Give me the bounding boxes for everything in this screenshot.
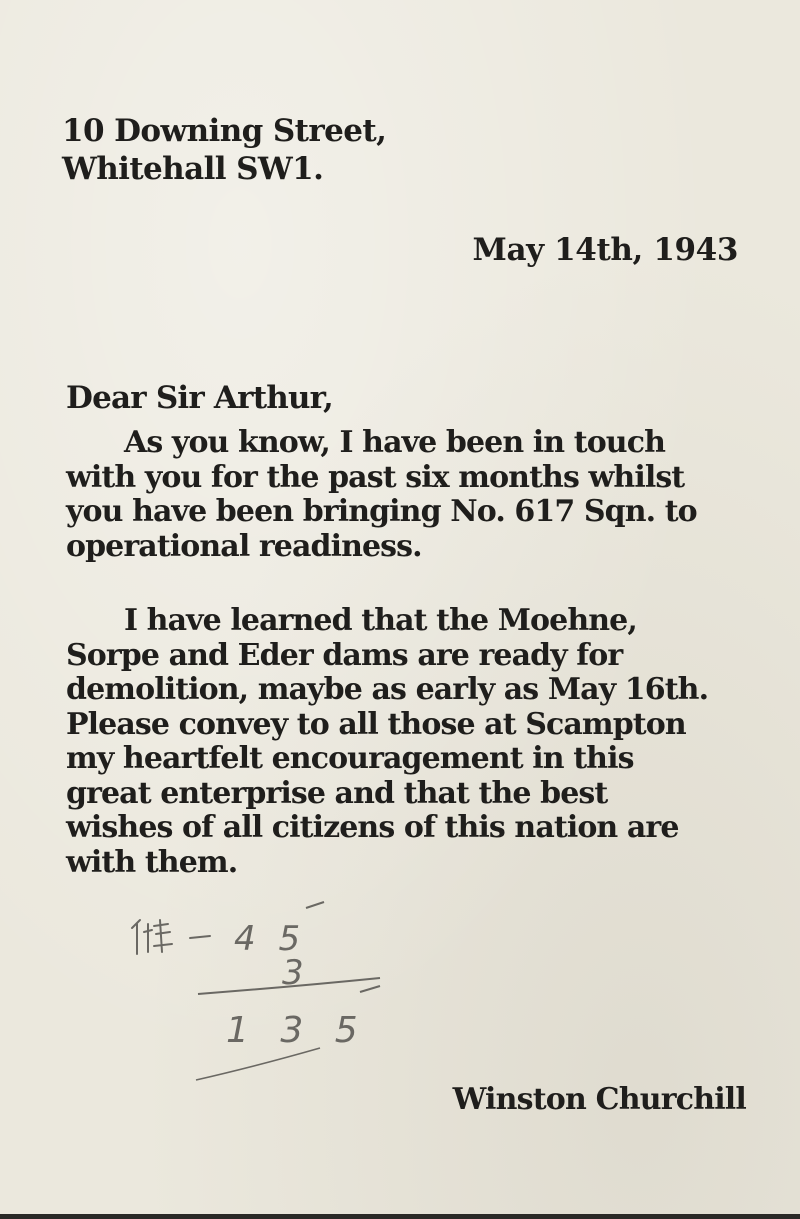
paragraph-1	[66, 426, 766, 564]
address-line-1: 10 Downing Street,	[62, 113, 387, 149]
paragraph-2-line: Please convey to all those at Scampton	[66, 706, 686, 742]
pencil-annotation	[110, 880, 430, 1100]
page-bottom-edge	[0, 1214, 800, 1219]
pencil-line-1: 4 5	[234, 919, 307, 959]
pencil-mark	[306, 902, 324, 908]
pencil-scribble	[132, 920, 210, 954]
letter-date: May 14th, 1943	[472, 232, 738, 268]
pencil-line-3: 1 3 5	[226, 1010, 368, 1051]
paragraph-2-line: great enterprise and that the best	[66, 775, 608, 811]
paragraph-1-line: operational readiness.	[66, 528, 422, 564]
paragraph-2-line: demolition, maybe as early as May 16th.	[66, 672, 709, 707]
pencil-mark	[360, 986, 380, 992]
paragraph-2-line: I have learned that the Moehne,	[124, 603, 637, 638]
sender-address	[62, 112, 386, 188]
paragraph-1-line: As you know, I have been in touch	[124, 425, 665, 460]
paragraph-2-line: with them.	[66, 844, 238, 880]
pencil-underline	[196, 1048, 320, 1080]
paragraph-2	[66, 604, 766, 880]
signature: Winston Churchill	[452, 1082, 746, 1117]
paragraph-2-line: wishes of all citizens of this nation are	[66, 810, 679, 845]
paragraph-1-line: with you for the past six months whilst	[66, 459, 685, 495]
address-line-2: Whitehall SW1.	[62, 151, 324, 187]
salutation: Dear Sir Arthur,	[66, 380, 333, 416]
pencil-line-2: 3	[282, 953, 304, 993]
paragraph-2-line: Sorpe and Eder dams are ready for	[66, 637, 623, 673]
paragraph-1-line: you have been bringing No. 617 Sqn. to	[66, 494, 697, 529]
paragraph-2-line: my heartfelt encouragement in this	[66, 741, 634, 776]
